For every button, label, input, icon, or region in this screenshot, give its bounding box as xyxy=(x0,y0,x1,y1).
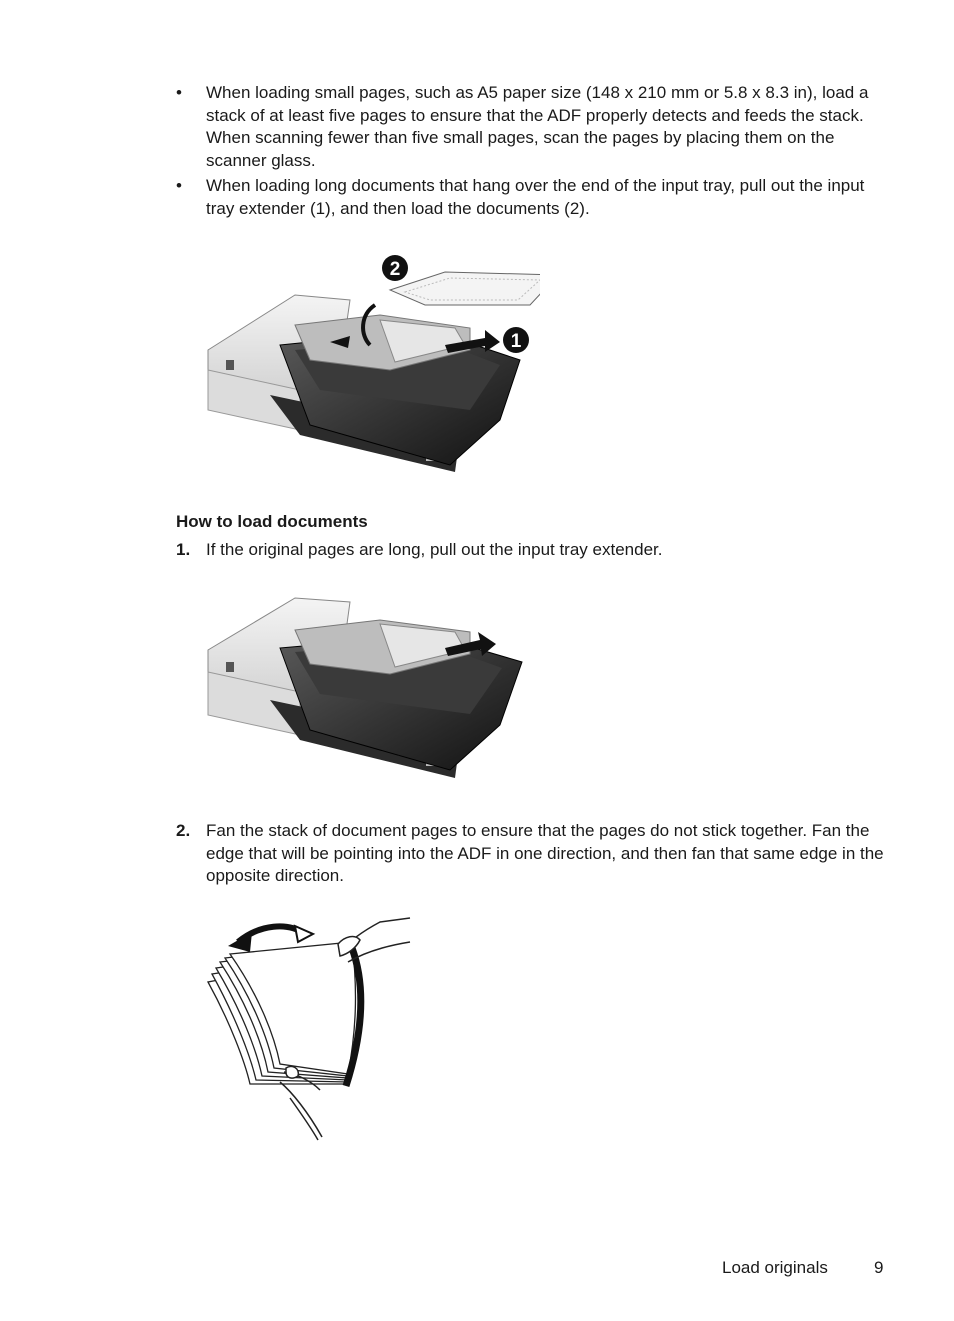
bullet-text: When loading small pages, such as A5 paper size (148 x 210 mm or 5.8 x 8.3 in), load a stack of at least five pages to ensure that the ADF properly detects and feeds the stack. When scanning fewer than five small pages, scan the pages by placing them on the scanner glass. xyxy=(206,83,869,170)
fanning-pages-illustration xyxy=(200,912,415,1147)
step-text: Fan the stack of document pages to ensure that the pages do not stick together. Fan the edge that will be pointing into the ADF in one direction, and then fan that same edge in the opposite direction. xyxy=(206,821,884,885)
callout-2-label: 2 xyxy=(389,259,401,280)
footer-page-number: 9 xyxy=(874,1258,884,1277)
scanner-extender-illustration xyxy=(200,590,530,785)
bullet-mark: • xyxy=(176,83,182,102)
step-text: If the original pages are long, pull out the input tray extender. xyxy=(206,540,663,559)
scanner-extender-load-illustration xyxy=(200,250,540,482)
step-number: 1. xyxy=(176,540,191,559)
bullet-mark: • xyxy=(176,176,182,195)
callout-1-label: 1 xyxy=(510,331,522,352)
bullet-text: When loading long documents that hang over the end of the input tray, pull out the input tray extender (1), and then load the documents (2). xyxy=(206,176,865,218)
section-heading: How to load documents xyxy=(176,512,368,531)
footer-section-title: Load originals xyxy=(722,1258,828,1277)
step-number: 2. xyxy=(176,821,191,840)
